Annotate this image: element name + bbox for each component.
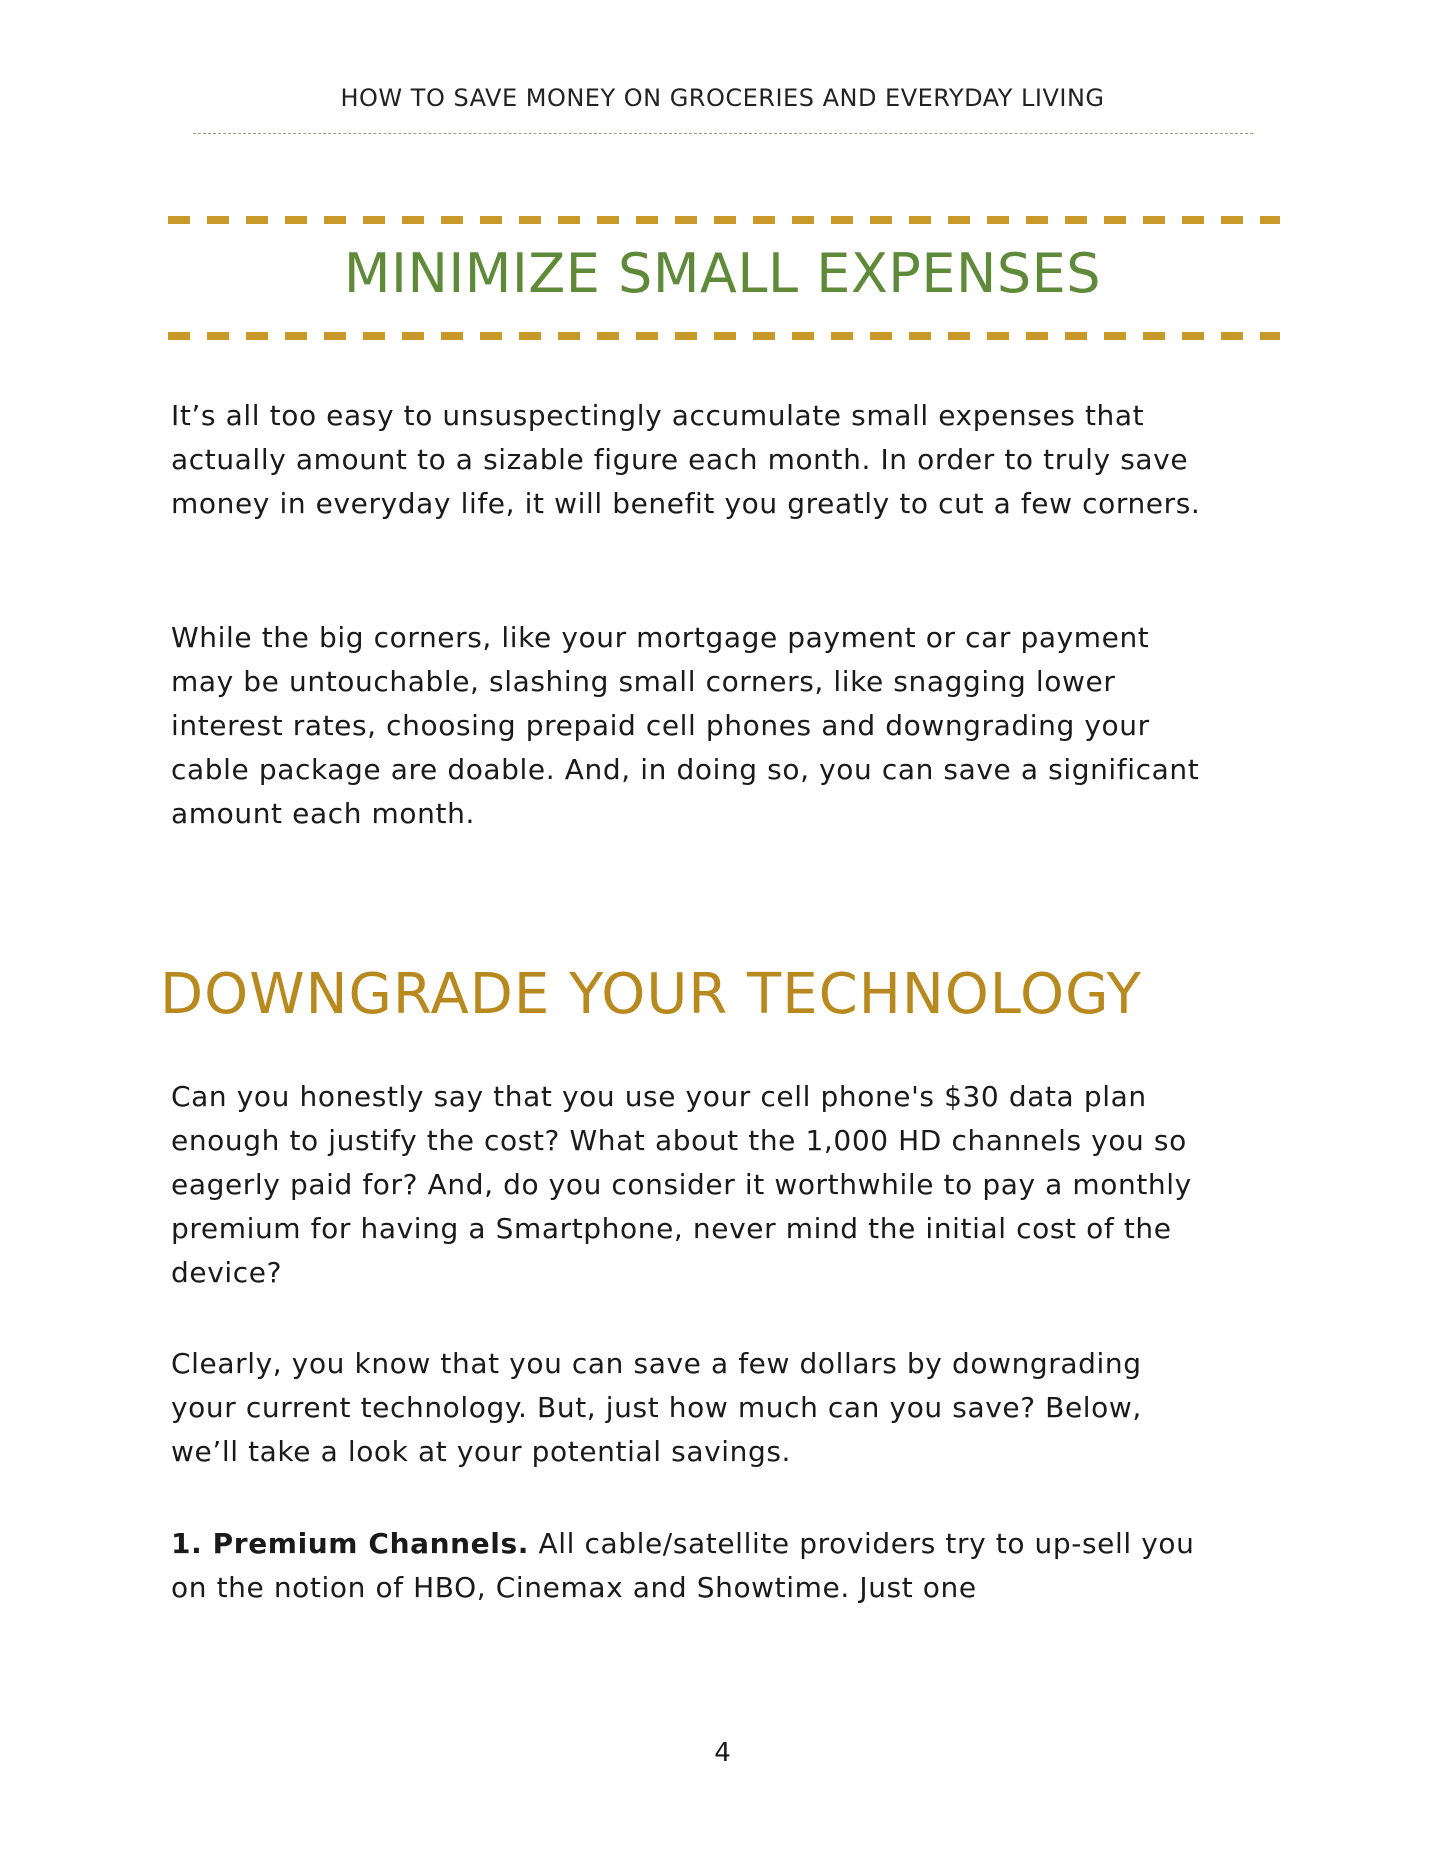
body-paragraph: Can you honestly say that you use your cell phone's $30 data plan enough to justify the cost? What about the 1,000 HD channels you so eagerly paid for? And, do you consider it worthwhile to pay a monthly premium for having a Smartphone, never mind the initial cost of the device? bbox=[171, 1080, 1192, 1289]
list-item-premium-channels bbox=[171, 1522, 1201, 1610]
page-number: 4 bbox=[714, 1738, 731, 1768]
section-title-downgrade-your-technology: DOWNGRADE YOUR TECHNOLOGY bbox=[160, 962, 1142, 1027]
body-paragraph: It’s all too easy to unsuspectingly accumulate small expenses that actually amount to a sizable figure each month. In order to truly save money in everyday life, it will benefit you greatly to cut a few corners. bbox=[171, 399, 1201, 520]
body-paragraph: Clearly, you know that you can save a few dollars by downgrading your current technology. But, just how much can you save? Below, we’ll take a look at your potential savings. bbox=[171, 1347, 1142, 1468]
title-dashed-border-top bbox=[168, 216, 1280, 224]
list-item-heading: 1. Premium Channels. bbox=[171, 1527, 529, 1560]
running-header: HOW TO SAVE MONEY ON GROCERIES AND EVERYDAY LIVING bbox=[340, 84, 1105, 112]
title-dashed-border-bottom bbox=[168, 332, 1280, 340]
header-divider bbox=[193, 133, 1253, 134]
section-title-minimize-small-expenses: MINIMIZE SMALL EXPENSES bbox=[343, 242, 1102, 305]
list-item-text: All cable/satellite providers try to up-sell you on the notion of HBO, Cinemax and Showtime. Just one bbox=[171, 1527, 1195, 1604]
body-paragraph: While the big corners, like your mortgage payment or car payment may be untouchable, slashing small corners, like snagging lower interest rates, choosing prepaid cell phones and downgrading your cable package are doable. And, in doing so, you can save a significant amount each month. bbox=[171, 621, 1200, 830]
